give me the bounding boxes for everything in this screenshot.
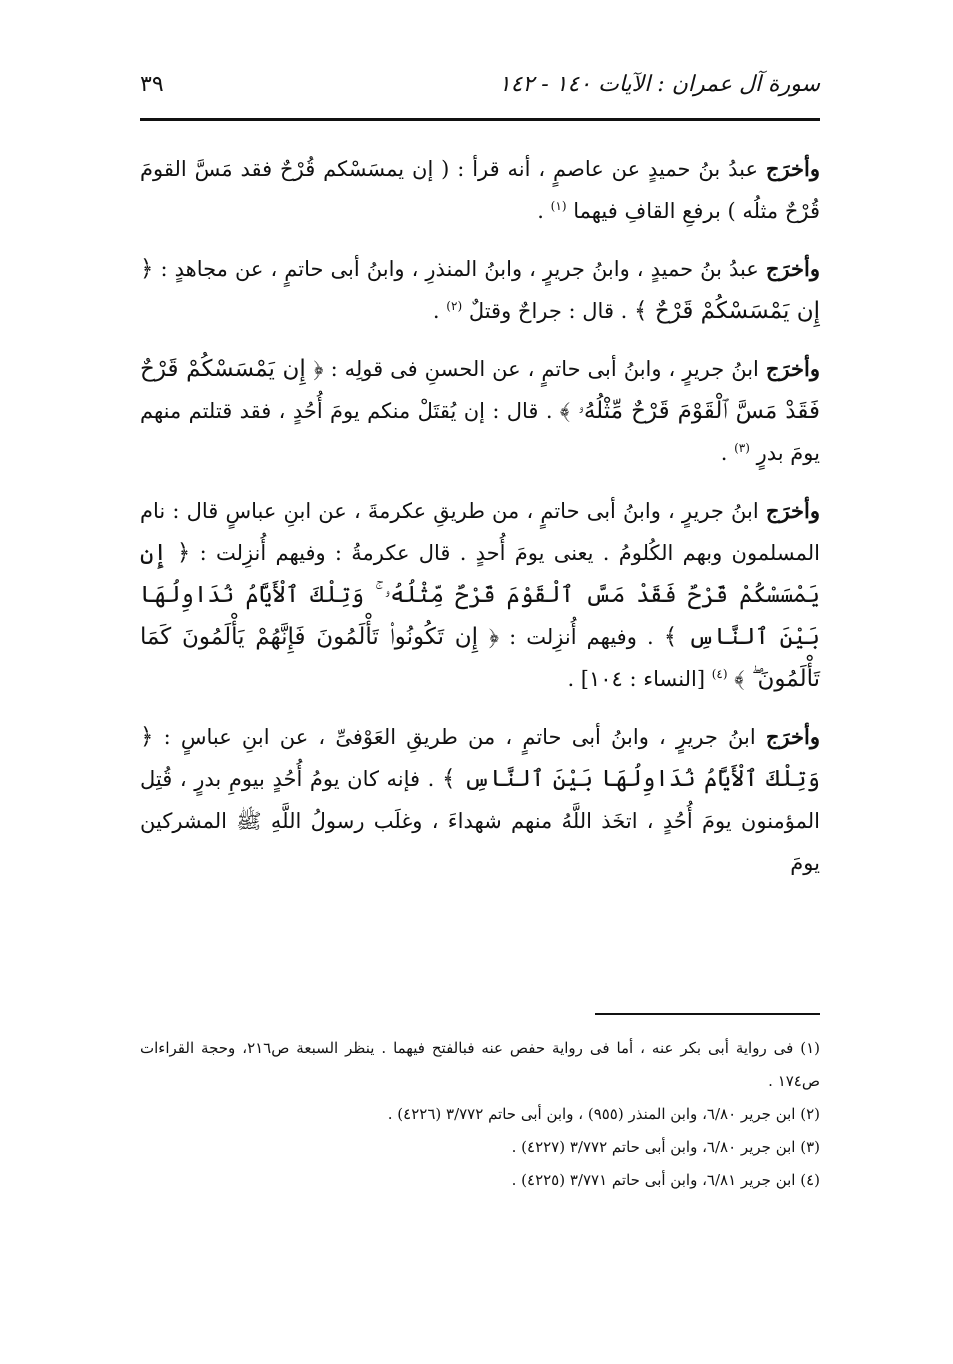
- paragraph: [140, 490, 820, 700]
- paragraph-text-after: . قال : جراحٌ وقتلٌ: [468, 299, 628, 323]
- paragraph-text: ابنُ جريرٍ ، وابنُ أبى حاتمٍ ، من طريقِ عكرمةَ ، عن ابنِ عباسٍ قال : نام المسلمون وبهم الكُلومُ . يعنى يومَ أُحدٍ . قال عكرمةُ : وفيهم أُنزِلت :: [140, 499, 820, 565]
- main-text: [140, 148, 820, 900]
- header-rule: [140, 118, 820, 121]
- paragraph: [140, 716, 820, 884]
- footnotes: [140, 1032, 820, 1197]
- paragraph-text: عبدُ بنُ حميدٍ ، وابنُ جريرٍ ، وابنُ المنذرِ ، وابنُ أبى حاتمٍ ، عن مجاهدٍ :: [160, 257, 759, 281]
- quran-verse: ﴿ إِن يَمْسَسْكُمْ قَرْحٌ فَقَدْ مَسَّ ٱلْقَوْمَ قَرْحٌ مِّثْلُهُۥ ۚ وَتِلْكَ ٱلْأَيَّامُ نُدَاوِلُهَا بَيْنَ ٱلنَّاسِ ﴾: [140, 540, 820, 650]
- quran-verse: ﴿ وَتِلْكَ ٱلْأَيَّامُ نُدَاوِلُهَا بَيْنَ ٱلنَّاسِ ﴾: [140, 724, 820, 792]
- paragraph-lead: وأخرَج: [765, 156, 820, 181]
- paragraph-text: ابنُ جريرٍ ، وابنُ أبى حاتمٍ ، من طريقِ العَوْفىِّ ، عن ابنِ عباسٍ :: [163, 725, 756, 749]
- paragraph: [140, 148, 820, 232]
- quran-verse-2: ﴿ إِن تَكُونُوا۟ تَأْلَمُونَ فَإِنَّهُمْ يَأْلَمُونَ كَمَا تَأْلَمُونَ ۖ ﴾: [140, 624, 820, 692]
- paragraph-lead: وأخرَج: [765, 256, 820, 281]
- paragraph-text-after: . وفيهم أُنزِلت :: [509, 625, 654, 649]
- paragraph-lead: وأخرَج: [765, 498, 820, 523]
- paragraph-text-after: . فإنه كان يومُ أُحُدٍ بيومِ بدرٍ ، قُتِل المؤمنون يومَ أُحُدٍ ، اتخَذ اللَّهُ منهم شهداءَ ، وغلَب رسولُ اللَّهِ ﷺ المشركين يومَ: [140, 767, 820, 875]
- footnote: (١) فى رواية أبى بكر عنه ، أما فى رواية حفص عنه فبالفتح فيهما . ينظر السبعة ص٢١٦، وحجة القراءات ص١٧٤ .: [140, 1039, 820, 1090]
- paragraph-text-after: . قال : إن يُقتَلْ منكم يومَ أُحُدٍ ، فقد قتلتم منهم يومَ بدرٍ: [140, 399, 820, 465]
- footnote-ref: (٤): [711, 667, 728, 681]
- paragraph-text: ابنُ جريرٍ ، وابنُ أبى حاتمٍ ، عن الحسنِ فى قولِه :: [330, 357, 759, 381]
- paragraph-tail: .: [432, 299, 440, 323]
- paragraph-tail: .: [720, 441, 728, 465]
- running-title: سورة آل عمران : الآيات ١٤٠ - ١٤٢: [498, 72, 820, 97]
- footnote: (٤) ابن جرير ٦/٨١، وابن أبى حاتم ٣/٧٧١ (٤٢٢٥) .: [511, 1171, 820, 1189]
- paragraph-tail: .: [537, 199, 544, 223]
- paragraph-lead: وأخرَج: [765, 724, 820, 749]
- quran-verse: ﴿ إِن يَمْسَسْكُمْ قَرْحٌ ﴾: [140, 256, 820, 324]
- paragraph-lead: وأخرَج: [765, 356, 820, 381]
- paragraph-text: عبدُ بنُ حميدٍ عن عاصمٍ ، أنه قرأ : ( إن يمسَسْكم قُرْحٌ فقد مَسَّ القومَ قُرْحٌ مثلُه ) برفعِ القافِ فيهما: [140, 157, 820, 223]
- quran-verse: ﴿ إِن يَمْسَسْكُمْ قَرْحٌ فَقَدْ مَسَّ ٱلْقَوْمَ قَرْحٌ مِّثْلُهُۥ ﴾: [140, 356, 820, 424]
- page-header: [140, 66, 820, 106]
- page-number: ٣٩: [140, 72, 164, 97]
- footnote: (٣) ابن جرير ٦/٨٠، وابن أبى حاتم ٣/٧٧٢ (٤٢٢٧) .: [511, 1138, 820, 1156]
- footnote: (٢) ابن جرير ٦/٨٠، وابن المنذر (٩٥٥) ، وابن أبى حاتم ٣/٧٧٢ (٤٢٢٦) .: [387, 1105, 820, 1123]
- footnote-ref: (١): [550, 199, 567, 213]
- footnote-ref: (٣): [734, 441, 750, 455]
- footnote-rule: [595, 1013, 820, 1015]
- paragraph: [140, 348, 820, 474]
- paragraph-tail: [النساء : ١٠٤] .: [567, 667, 706, 691]
- paragraph: [140, 248, 820, 332]
- footnote-ref: (٢): [446, 299, 463, 313]
